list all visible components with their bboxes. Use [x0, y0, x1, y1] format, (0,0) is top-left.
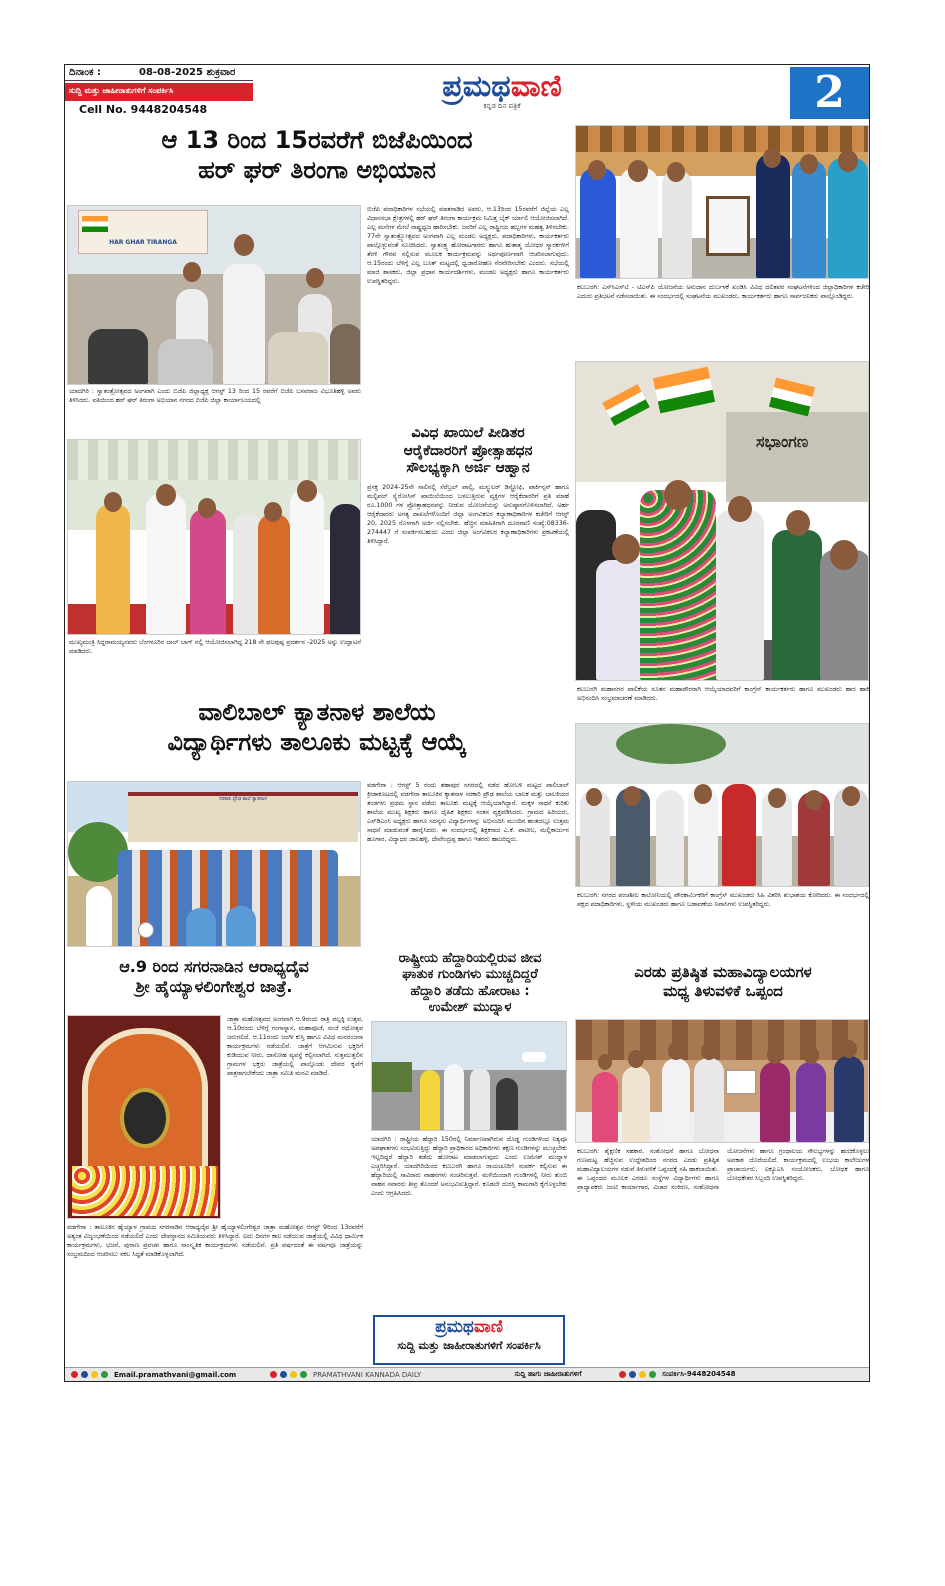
a2-headline-line1: ವಿವಿಧ ಖಾಯಿಲೆ ಪೀಡಿತರ: [411, 425, 525, 441]
a2-headline-line3: ಸೌಲಭ್ಯಕ್ಕಾಗಿ ಅರ್ಜಿ ಆಹ್ವಾನ: [406, 460, 530, 476]
building-sign: ಸಭಾಂಗಣ: [756, 432, 809, 451]
a6-caption: ಕಲಬುರಗಿ: ಎಸ್‌ಸಿಎಸ್‌ಟಿ - ಟಿಎಸ್‌ಪಿ ಯೋಜನೆಯ ಅನುದಾನ ದುರ್ಬಳಕೆ ಖಂಡಿಸಿ ವಿವಿಧ ದಲಿತಪರ ಸಂಘಟನೆಗಳಿಂದ ಜಿಲ್ಲಾಧಿಕಾರಿಗಳ ಕಚೇರಿ ಎದುರು ಪ್ರತಿಭಟನೆ ನಡೆಸಲಾಯಿತು. ಈ ಸಂದರ್ಭದಲ್ಲಿ ಸಂಘಟನೆಯ ಮುಖಂಡರು, ಕಾರ್ಯಕರ್ತರು ಹಾಗೂ ಸಾರ್ವಜನಿಕರು ಪಾಲ್ಗೊಂಡಿದ್ದರು.: [577, 284, 869, 300]
ad-logo-part1: ಪ್ರಮಥ: [435, 1317, 474, 1337]
masthead-info: [65, 65, 253, 121]
a2-caption: ಮುಖ್ಯಮಂತ್ರಿ ಸಿದ್ದರಾಮಯ್ಯನವರು ಬೆಂಗಳೂರಿನ ಲಾಲ್ ಬಾಗ್ ನಲ್ಲಿ ಆಯೋಜಿಸಲಾಗಿದ್ದ 218 ನೇ ಫಲಪುಷ್ಪ ಪ್ರದರ್ಶನ -2025 ಅನ್ನು ಉದ್ಘಾಟನೆ ಮಾಡಿದರು.: [69, 639, 361, 655]
a2-headline-line2: ಆರೈಕೆದಾರರಿಗೆ ಪ್ರೋತ್ಸಾಹಧನ: [403, 442, 533, 459]
footer-dots-left: [71, 1371, 108, 1378]
date-row: [65, 65, 253, 81]
a2-photo: [67, 439, 361, 635]
a7-caption: ಕಲಬುರಗಿ ಮಹಾನಗರ ಪಾಲಿಕೆಯ ನೂತನ ಮಹಾಪೌರರಾಗಿ ಆಯ್ಕೆಯಾದವರಿಗೆ ಕಾಂಗ್ರೆಸ್ ಕಾರ್ಯಕರ್ತರು ಹಾಗೂ ಮುಖಂಡರು ಹಾರ ಹಾಕಿ ಅಭಿನಂದಿಸಿ ಸಂಭ್ರಮಾಚರಣೆ ಮಾಡಿದರು.: [577, 686, 869, 702]
date-label: ದಿನಾಂಕ :: [69, 67, 101, 78]
a6-photo: [575, 125, 869, 279]
contact-banner: ಸುದ್ದಿ ಮತ್ತು ಜಾಹೀರಾತುಗಳಿಗೆ ಸಂಪರ್ಕಿಸಿ: [65, 83, 253, 101]
a5-photo: [371, 1021, 567, 1131]
a1-photo: [67, 205, 361, 385]
a4-headline: [65, 957, 363, 997]
a9-headline-line2: ಮಧ್ಯ ತಿಳುವಳಿಕೆ ಒಪ್ಪಂದ: [663, 981, 783, 1000]
a9-body: ಕಲಬುರಗಿ: ಶೈಕ್ಷಣಿಕ ಸಹಕಾರ, ಸಂಶೋಧನೆ ಹಾಗೂ ಬೋಧನಾ ಗುಣಮಟ್ಟ ಹೆಚ್ಚಿಸುವ ಉದ್ದೇಶದಿಂದ ನಗರದ ಎರಡು ಪ್ರತಿಷ್ಠಿತ ಮಹಾವಿದ್ಯಾಲಯಗಳ ನಡುವೆ ತಿಳುವಳಿಕೆ ಒಪ್ಪಂದಕ್ಕೆ ಸಹಿ ಹಾಕಲಾಯಿತು. ಈ ಒಪ್ಪಂದದ ಮೂಲಕ ಎರಡೂ ಸಂಸ್ಥೆಗಳ ವಿದ್ಯಾರ್ಥಿಗಳು ಹಾಗೂ ಪ್ರಾಧ್ಯಾಪಕರು ಜಂಟಿ ಕಾರ್ಯಾಗಾರ, ವಿಚಾರ ಸಂಕಿರಣ, ಸಂಶೋಧನಾ ಯೋಜನೆಗಳು ಹಾಗೂ ಗ್ರಂಥಾಲಯ ಸೌಲಭ್ಯಗಳನ್ನು ಹಂಚಿಕೊಳ್ಳಲು ಅವಕಾಶ ದೊರೆಯಲಿದೆ. ಕಾರ್ಯಕ್ರಮದಲ್ಲಿ ಉಭಯ ಕಾಲೇಜುಗಳ ಪ್ರಾಚಾರ್ಯರು, ಐಕ್ಯೂಎಸಿ ಸಂಯೋಜಕರು, ಬೋಧಕ ಹಾಗೂ ಬೋಧಕೇತರ ಸಿಬ್ಬಂದಿ ಉಪಸ್ಥಿತರಿದ್ದರು.: [577, 1148, 869, 1191]
footer-dots-mid: [270, 1371, 307, 1378]
a5-headline-line3: ಹೆದ್ದಾರಿ ತಡೆದು ಹೋರಾಟ :: [410, 983, 530, 999]
a3-headline-line1: ವಾಲಿಬಾಲ್ ಕ್ಯಾತನಾಳ ಶಾಲೆಯ: [198, 698, 436, 726]
a8-caption: ಕಲಬುರಗಿ: ನಗರದ ಪಂಚಶೀಲ ಕಾಲೋನಿಯಲ್ಲಿ ಪೌರಕಾರ್ಮಿಕರಿಗೆ ಕಾಂಗ್ರೆಸ್ ಮುಖಂಡರು ಸಿಹಿ ವಿತರಿಸಿ ಶುಭಾಶಯ ಕೋರಿದರು. ಈ ಸಂದರ್ಭದಲ್ಲಿ ಪಕ್ಷದ ಪದಾಧಿಕಾರಿಗಳು, ಸ್ಥಳೀಯ ಮುಖಂಡರು ಹಾಗೂ ಬಡಾವಣೆಯ ನಿವಾಸಿಗಳು ಉಪಸ್ಥಿತರಿದ್ದರು.: [577, 892, 869, 908]
a1-caption: ಯಾದಗಿರಿ : ಸ್ವಾತಂತ್ರೋತ್ಸವದ ಅಂಗವಾಗಿ ಎಂದು ಬಿಜೆಪಿ ಜಿಲ್ಲಾಧ್ಯಕ್ಷ ಆಗಸ್ಟ್ 13 ರಿಂದ 15 ರವರೆಗೆ ಬಿಜೆಪಿ ಬಸವರಾಜ ವಿಭೂತಿಹಳ್ಳಿ ಅವರು ತಿಳಿಸಿದರು. ವತಿಯಿಂದ ಹರ್ ಘರ್ ತಿರಂಗಾ ಅಭಿಯಾನ ನಗರದ ಬಿಜೆಪಿ ಜಿಲ್ಲಾ ಕಾರ್ಯಾಲಯದಲ್ಲಿ: [69, 388, 361, 404]
footer-center: PRAMATHVANI KANNADA DAILY: [313, 1370, 422, 1379]
a3-headline: [65, 697, 569, 757]
a5-headline-line2: ಘಾತುಕ ಗುಂಡಿಗಳು ಮುಚ್ಚದಿದ್ದರೆ: [402, 967, 538, 983]
a1-banner: HAR GHAR TIRANGA: [78, 210, 208, 254]
a5-body: ಯಾದಗಿರಿ : ರಾಷ್ಟ್ರೀಯ ಹೆದ್ದಾರಿ 150ರಲ್ಲಿ ನಿರ್ಮಾಣವಾಗಿರುವ ದೊಡ್ಡ ಗುಂಡಿಗಳಿಂದ ನಿತ್ಯವೂ ಅಪಘಾತಗಳು ಸಂಭವಿಸುತ್ತಿದ್ದು ಹೆದ್ದಾರಿ ಪ್ರಾಧಿಕಾರದ ಅಧಿಕಾರಿಗಳು ತಕ್ಷಣ ಗುಂಡಿಗಳನ್ನು ಮುಚ್ಚಬೇಕು ಇಲ್ಲದಿದ್ದರೆ ಹೆದ್ದಾರಿ ತಡೆದು ಹೋರಾಟ ಮಾಡಲಾಗುವುದು ಎಂದು ಉಮೇಶ್ ಮುದ್ನಾಳ ಎಚ್ಚರಿಸಿದ್ದಾರೆ. ಯಾದಗಿರಿಯಿಂದ ಕಲಬುರಗಿ ಹಾಗೂ ರಾಯಚೂರಿಗೆ ಸಂಪರ್ಕ ಕಲ್ಪಿಸುವ ಈ ಹೆದ್ದಾರಿಯಲ್ಲಿ ಸಾವಿರಾರು ವಾಹನಗಳು ಸಂಚರಿಸುತ್ತವೆ. ಮಳೆಯಿಂದಾಗಿ ಗುಂಡಿಗಳಲ್ಲಿ ನೀರು ತುಂಬಿ ವಾಹನ ಸವಾರರು ತೀವ್ರ ತೊಂದರೆ ಅನುಭವಿಸುತ್ತಿದ್ದಾರೆ. ಕೂಡಲೇ ದುರಸ್ತಿ ಕಾಮಗಾರಿ ಕೈಗೊಳ್ಳಬೇಕು ಎಂದು ಆಗ್ರಹಿಸಿದರು.: [371, 1136, 567, 1197]
a4-photo: [67, 1015, 221, 1219]
a1-headline: [65, 125, 569, 185]
footer-email: Email.pramathvani@gmail.com: [114, 1370, 237, 1379]
a1-headline-line1: ಆ 13 ರಿಂದ 15ರವರೆಗೆ ಬಿಜೆಪಿಯಿಂದ: [161, 126, 473, 154]
ad-tagline: ಸುದ್ದಿ ಮತ್ತು ಜಾಹೀರಾತುಗಳಿಗೆ ಸಂಪರ್ಕಿಸಿ: [397, 1339, 541, 1352]
page-footer: [65, 1367, 869, 1381]
a9-photo: [575, 1019, 869, 1143]
a4-body-bottom: ವಡಗೇರಾ : ತಾಲೂಕಿನ ಹೈಯ್ಯಾಳ ಗ್ರಾಮದ ಸಗರನಾಡಿನ ಆರಾಧ್ಯದೈವ ಶ್ರೀ ಹೈಯ್ಯಾಳಲಿಂಗೇಶ್ವರ ಜಾತ್ರಾ ಮಹೋತ್ಸವ ಆಗಸ್ಟ್ 9ರಿಂದ 13ರವರೆಗೆ ಅತ್ಯಂತ ವಿಜೃಂಭಣೆಯಿಂದ ನಡೆಯಲಿದೆ ಎಂದು ದೇವಸ್ಥಾನದ ಸಮಿತಿಯವರು ತಿಳಿಸಿದ್ದಾರೆ. ಐದು ದಿನಗಳ ಕಾಲ ನಡೆಯುವ ಜಾತ್ರೆಯಲ್ಲಿ ವಿವಿಧ ಧಾರ್ಮಿಕ ಕಾರ್ಯಕ್ರಮಗಳು, ಭಜನೆ, ಪುರಾಣ ಪ್ರವಚನ ಹಾಗೂ ಸಾಂಸ್ಕೃತಿಕ ಕಾರ್ಯಕ್ರಮಗಳು ನಡೆಯಲಿವೆ. ಪ್ರತಿ ವರ್ಷದಂತೆ ಈ ವರ್ಷವೂ ಜಾತ್ರೆಯನ್ನು ಸಂಭ್ರಮದಿಂದ ಆಚರಿಸಲು ಸಕಲ ಸಿದ್ಧತೆ ಮಾಡಿಕೊಳ್ಳಲಾಗಿದೆ.: [67, 1224, 363, 1258]
a8-photo: [575, 723, 869, 887]
logo-tagline: ಕನ್ನಡ ದಿನ ಪತ್ರಿಕೆ: [483, 102, 521, 110]
cell-number: Cell No. 9448204548: [79, 103, 208, 116]
logo-part1: ಪ್ರಮಥ: [442, 69, 511, 104]
a7-photo: [575, 361, 869, 681]
page-number-badge: 2: [789, 67, 869, 119]
ad-logo-part2: ವಾಣಿ: [473, 1317, 503, 1337]
logo-part2: ವಾಣಿ: [510, 69, 562, 104]
a4-headline-line2: ಶ್ರೀ ಹೈಯ್ಯಾಳಲಿಂಗೇಶ್ವರ ಜಾತ್ರೆ.: [135, 977, 293, 996]
a3-body: ವಡಗೇರಾ : ಆಗಸ್ಟ್ 5 ರಂದು ಶಹಾಪುರ ನಗರದಲ್ಲಿ ನಡೆದ ಹೋಬಳಿ ಮಟ್ಟದ ವಾಲಿಬಾಲ್ ಕ್ರೀಡಾಕೂಟದಲ್ಲಿ ವಡಗೇರಾ ತಾಲೂಕಿನ ಕ್ಯಾತನಾಳ ಸರಕಾರಿ ಪ್ರೌಢ ಶಾಲೆಯ ಬಾಲಕ ಮತ್ತು ಬಾಲಕಿಯರ ತಂಡಗಳು ಪ್ರಥಮ ಸ್ಥಾನ ಪಡೆದು ತಾಲೂಕು ಮಟ್ಟಕ್ಕೆ ಆಯ್ಕೆಯಾಗಿದ್ದಾರೆ. ಮಕ್ಕಳ ಸಾಧನೆ ಕುರಿತು ಶಾಲೆಯ ಮುಖ್ಯ ಶಿಕ್ಷಕರು ಹಾಗೂ ದೈಹಿಕ ಶಿಕ್ಷಕರು ಸಂತಸ ವ್ಯಕ್ತಪಡಿಸಿದರು. ಗ್ರಾಮದ ಹಿರಿಯರು, ಎಸ್‌ಡಿಎಂಸಿ ಅಧ್ಯಕ್ಷರು ಹಾಗೂ ಸದಸ್ಯರು ವಿದ್ಯಾರ್ಥಿಗಳನ್ನು ಅಭಿನಂದಿಸಿ ಮುಂದಿನ ಹಂತದಲ್ಲೂ ಉತ್ತಮ ಸಾಧನೆ ಮಾಡುವಂತೆ ಹಾರೈಸಿದರು. ಈ ಸಂದರ್ಭದಲ್ಲಿ ಶಿಕ್ಷಕರಾದ ಎ.ಕೆ. ಪಾಟೀಲ, ಮಲ್ಲಿಕಾರ್ಜುನ ಹೂಗಾರ, ವಿದ್ಯಾಧರ ಜಾಲಹಳ್ಳಿ, ದೇವೇಂದ್ರಪ್ಪ ಹಾಗೂ ಇತರರು ಹಾಜರಿದ್ದರು.: [367, 782, 569, 843]
a4-body-right: ಜಾತ್ರಾ ಮಹೋತ್ಸವದ ಅಂಗವಾಗಿ ಆ.9ರಂದು ರಾತ್ರಿ ಪಲ್ಲಕ್ಕಿ ಉತ್ಸವ, ಆ.10ರಂದು ಬೆಳಿಗ್ಗೆ ಗಂಗಾಸ್ನಾನ, ಮಹಾಪೂಜೆ, ಸಂಜೆ ರಥೋತ್ಸವ ಜರುಗಲಿದೆ. ಆ.11ರಂದು ಜಂಗೀ ಕುಸ್ತಿ ಹಾಗೂ ವಿವಿಧ ಮನರಂಜನಾ ಕಾರ್ಯಕ್ರಮಗಳು ನಡೆಯಲಿವೆ. ಜಾತ್ರೆಗೆ ಆಗಮಿಸುವ ಭಕ್ತರಿಗೆ ಕುಡಿಯುವ ನೀರು, ದಾಸೋಹ ವ್ಯವಸ್ಥೆ ಕಲ್ಪಿಸಲಾಗಿದೆ. ಸುತ್ತಮುತ್ತಲಿನ ಗ್ರಾಮಗಳ ಭಕ್ತರು ಜಾತ್ರೆಯಲ್ಲಿ ಪಾಲ್ಗೊಂಡು ದೇವರ ಕೃಪೆಗೆ ಪಾತ್ರರಾಗಬೇಕೆಂದು ಜಾತ್ರಾ ಸಮಿತಿ ಮನವಿ ಮಾಡಿದೆ.: [227, 1016, 363, 1077]
a3-photo: [67, 781, 361, 947]
a5-headline: [369, 951, 571, 1016]
a9-headline-line1: ಎರಡು ಪ್ರತಿಷ್ಠಿತ ಮಹಾವಿದ್ಯಾಲಯಗಳ: [634, 963, 812, 981]
a2-body: ಪ್ರಸಕ್ತ 2024-25ನೇ ಸಾಲಿನಲ್ಲಿ ಸೆರೆಬ್ರಲ್ ಪಾಲ್ಸಿ, ಮಸ್ಕ್ಯುಲರ್ ಡಿಸ್ಟ್ರೋಫಿ, ಪಾರ್ಕಿನ್ಸನ್ ಹಾಗೂ ಮಲ್ಟಿಪಲ್ ಸ್ಕ್ಲೆರೋಸಿಸ್ ಖಾಯಿಲೆಯಿಂದ ಬಳಲುತ್ತಿರುವ ವ್ಯಕ್ತಿಗಳ ಆರೈಕೆದಾರರಿಗೆ ಪ್ರತಿ ಮಾಹೆ ರೂ.1000 ಗಳ ಪ್ರೋತ್ಸಾಹಧನವನ್ನು ನೀಡುವ ಯೋಜನೆಯನ್ನು ಅನುಷ್ಠಾನಗೊಳಿಸಲಾಗಿದೆ. ಅರ್ಹ ಆರೈಕೆದಾರರು ಅಗತ್ಯ ದಾಖಲೆಗಳೊಂದಿಗೆ ಜಿಲ್ಲಾ ಅಂಗವಿಕಲರ ಕಲ್ಯಾಣಾಧಿಕಾರಿಗಳ ಕಚೇರಿಗೆ ಆಗಸ್ಟ್ 20, 2025 ರೊಳಗಾಗಿ ಅರ್ಜಿ ಸಲ್ಲಿಸಬೇಕು. ಹೆಚ್ಚಿನ ಮಾಹಿತಿಗಾಗಿ ದೂರವಾಣಿ ಸಂಖ್ಯೆ:08336-274447 ಗೆ ಸಂಪರ್ಕಿಸಬಹುದು ಎಂದು ಜಿಲ್ಲಾ ಅಂಗವಿಕಲರ ಕಲ್ಯಾಣಾಧಿಕಾರಿಗಳು ಪ್ರಕಟಣೆಯಲ್ಲಿ ತಿಳಿಸಿದ್ದಾರೆ.: [367, 484, 569, 545]
a2-headline: [367, 425, 569, 478]
footer-contact: ಸಂಪರ್ಕಿಸಿ-9448204548: [662, 1370, 736, 1378]
a3-headline-line2: ವಿದ್ಯಾರ್ಥಿಗಳು ತಾಲೂಕು ಮಟ್ಟಕ್ಕೆ ಆಯ್ಕೆ: [167, 728, 467, 756]
a4-headline-line1: ಆ.9 ರಿಂದ ಸಗರನಾಡಿನ ಆರಾಧ್ಯದೈವ: [119, 957, 309, 976]
newspaper-page: [64, 64, 870, 1382]
a1-body: ಬಿಜೆಪಿ ಪದಾಧಿಕಾರಿಗಳ ಸಭೆಯಲ್ಲಿ ಮಾತನಾಡಿದ ಅವರು, ಆ.13ರಿಂದ 15ರವರೆಗೆ ಜಿಲ್ಲೆಯ ಎಲ್ಲ ವಿಧಾನಸಭಾ ಕ್ಷೇತ್ರಗಳಲ್ಲಿ ಹರ್ ಘರ್ ತಿರಂಗಾ ಕಾರ್ಯಕ್ರಮ ನಿಮಿತ್ತ ಬೈಕ್ ರ್ಯಾಲಿ ಆಯೋಜಿಸಲಾಗಿದೆ. ಎಲ್ಲ ಮನೆಗಳ ಮೇಲೆ ರಾಷ್ಟ್ರಧ್ವಜ ಹಾರಿಸಬೇಕು. ಜನರಿಗೆ ಎಲ್ಲ ರಾಷ್ಟ್ರೀಯ ಹಬ್ಬಗಳ ಮಹತ್ವ ತಿಳಿಸಬೇಕು. 77ನೇ ಸ್ವಾತಂತ್ರ್ಯೋತ್ಸವದ ಅಂಗವಾಗಿ ಎಲ್ಲ ಮಂಡಲ ಅಧ್ಯಕ್ಷರು, ಪದಾಧಿಕಾರಿಗಳು, ಕಾರ್ಯಕರ್ತರು ಪಾಲ್ಗೊಳ್ಳುವಂತೆ ಸೂಚಿಸಿದರು. ಸ್ವಾತಂತ್ರ್ಯ ಹೋರಾಟಗಾರರು ಹಾಗೂ ಹುತಾತ್ಮ ಯೋಧರ ಸ್ಮಾರಕಗಳಿಗೆ ತೆರಳಿ ಗೌರವ ಸಲ್ಲಿಸುವ ಮೂಲಕ ಕಾರ್ಯಕ್ರಮವನ್ನು ಅರ್ಥಪೂರ್ಣವಾಗಿ ಆಚರಿಸಲಾಗುವುದು. ಆ.15ರಂದು ಬೆಳಿಗ್ಗೆ ಎಲ್ಲ ಬೂತ್ ಮಟ್ಟದಲ್ಲಿ ಧ್ವಜಾರೋಹಣ ನೆರವೇರಿಸಬೇಕು ಎಂದರು. ಸಭೆಯಲ್ಲಿ ಮಾಜಿ ಶಾಸಕರು, ಜಿಲ್ಲಾ ಪ್ರಧಾನ ಕಾರ್ಯದರ್ಶಿಗಳು, ಮಂಡಲ ಅಧ್ಯಕ್ಷರು ಹಾಗೂ ಕಾರ್ಯಕರ್ತರು ಉಪಸ್ಥಿತರಿದ್ದರು.: [367, 206, 569, 285]
date-value: 08-08-2025 ಶುಕ್ರವಾರ: [139, 67, 236, 78]
a5-headline-line4: ಉಮೇಶ್ ಮುದ್ನಾಳ: [428, 999, 512, 1015]
footer-news: ಸುದ್ದಿ ಹಾಗು ಜಾಹೀರಾತುಗಳಿಗೆ: [514, 1370, 582, 1378]
a3-school-sign: ಸರಕಾರಿ ಪ್ರೌಢ ಶಾಲೆ ಕ್ಯಾತನಾಳ: [128, 792, 358, 842]
a5-headline-line1: ರಾಷ್ಟ್ರೀಯ ಹೆದ್ದಾರಿಯಲ್ಲಿರುವ ಜೀವ: [398, 951, 542, 966]
a9-headline: [577, 963, 869, 1001]
a1-headline-line2: ಹರ್ ಘರ್ ತಿರಂಗಾ ಅಭಿಯಾನ: [198, 156, 436, 184]
footer-dots-right: [619, 1371, 656, 1378]
pramathvani-ad: [373, 1315, 565, 1365]
newspaper-logo: [387, 69, 617, 121]
